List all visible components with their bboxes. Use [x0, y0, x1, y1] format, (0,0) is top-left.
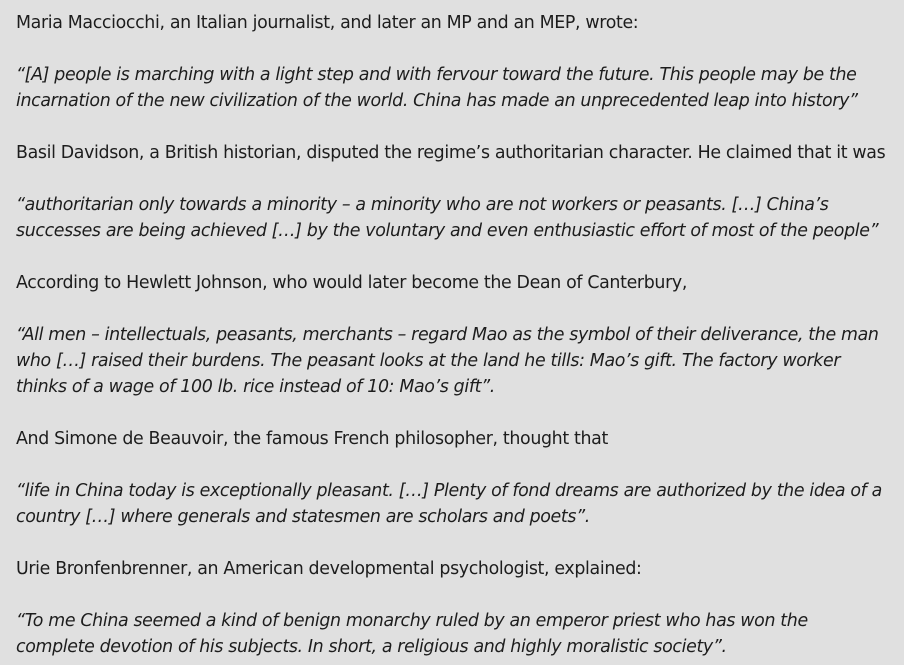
quote-macciocchi: “[A] people is marching with a light step and with fervour toward the future. This people may be the incarnation of the new civilization of the world. China has made an unprecedented leap into history”	[16, 65, 858, 111]
intro-davidson: Basil Davidson, a British historian, disputed the regime’s authoritarian character. He claimed that it was	[16, 143, 886, 163]
intro-beauvoir: And Simone de Beauvoir, the famous French philosopher, thought that	[16, 429, 608, 449]
intro-macciocchi: Maria Macciocchi, an Italian journalist, and later an MP and an MEP, wrote:	[16, 13, 639, 33]
quote-beauvoir: “life in China today is exceptionally pleasant. […] Plenty of fond dreams are authorized by the idea of a country […] where generals and statesmen are scholars and poets”.	[16, 481, 882, 527]
quote-bronfenbrenner: “To me China seemed a kind of benign monarchy ruled by an emperor priest who has won the complete devotion of his subjects. In short, a religious and highly moralistic society”.	[16, 611, 808, 657]
intro-bronfenbrenner: Urie Bronfenbrenner, an American developmental psychologist, explained:	[16, 559, 642, 579]
intro-johnson: According to Hewlett Johnson, who would later become the Dean of Canterbury,	[16, 273, 687, 293]
quote-johnson: “All men – intellectuals, peasants, merchants – regard Mao as the symbol of their deliverance, the man who […] raised their burdens. The peasant looks at the land he tills: Mao’s gift. The factory worker thinks of a wage of 100 lb. rice instead of 10: Mao’s gift”.	[16, 325, 879, 397]
quote-davidson: “authoritarian only towards a minority – a minority who are not workers or peasants. […] China’s successes are being achieved […] by the voluntary and even enthusiastic effort of most of the people”	[16, 195, 879, 241]
